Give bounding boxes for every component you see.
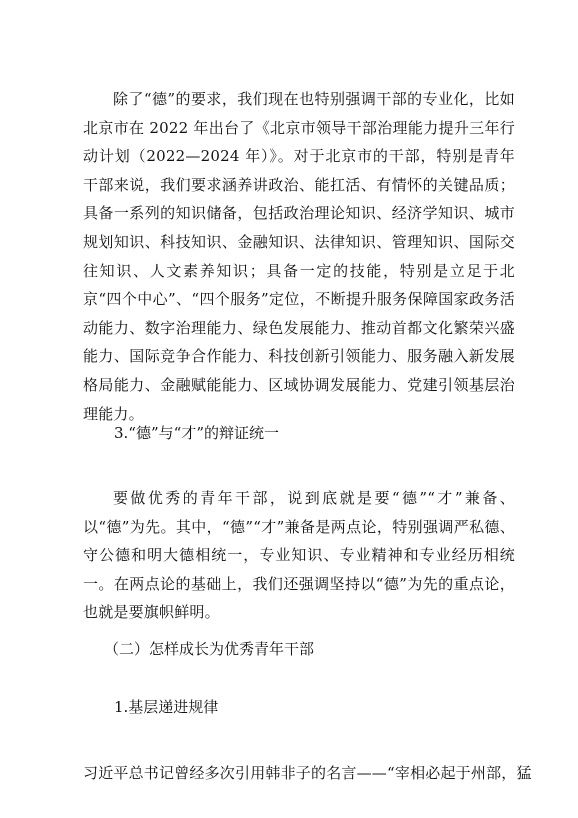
body-paragraph-quote-start: 习近平总书记曾经多次引用韩非子的名言——“宰相必起于州部，猛 xyxy=(83,764,532,782)
body-paragraph-virtue-talent: 要做优秀的青年干部，说到底就是要“德”“才”兼备、以“德”为先。其中，“德”“才”兼备是两点论，特别强调严私德、守公德和明大德相统一，专业知识、专业精神和专业经历相统一。在两点论的基础上，我们还强调坚持以“德”为先的重点论，也就是要旗帜鲜明。 xyxy=(83,489,515,622)
subheading-grassroots-progression: 1.基层递进规律 xyxy=(114,698,219,716)
body-paragraph-professionalization: 除了“德”的要求，我们现在也特别强调干部的专业化，比如北京市在 2022 年出台了《北京市领导干部治理能力提升三年行动计划（2022—2024 年）》。对于北京市的干部，特别是青年干部来说，我们要求涵养讲政治、能扛活、有情怀的关键品质；具备一系列的知识储备，包括政治理论知识、经济学知识、城市规划知识、科技知识、金融知识、法律知识、管理知识、国际交往知识、人文素养知识；具备一定的技能，特别是立足于北京“四个中心”、“四个服务”定位，不断提升服务保障国家政务活动能力、数字治理能力、绿色发展能力、推动首都文化繁荣兴盛能力、国际竞争合作能力、科技创新引领能力、服务融入新发展格局能力、金融赋能能力、区域协调发展能力、党建引领基层治理能力。 xyxy=(83,90,515,423)
section-heading-how-to-grow: （二）怎样成长为优秀青年干部 xyxy=(104,640,315,658)
subheading-virtue-talent-unity: 3.“德”与“才”的辩证统一 xyxy=(114,424,279,442)
